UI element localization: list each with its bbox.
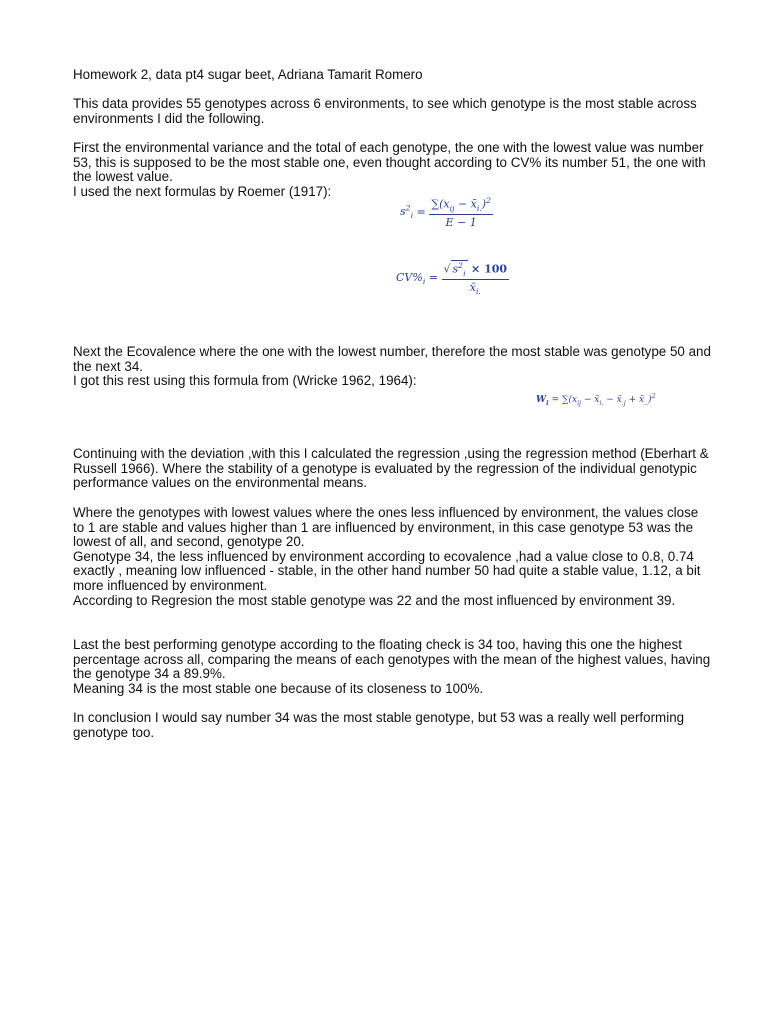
paragraph-floating-check: Last the best performing genotype according to the floating check is 34 too, having this one the highest percentage across all, comparing the means of each genotypes with the mean of the highest values, having the genotype 34 a 89.9%. Meaning 34 is the most stable one because of its closeness to 100%. — [73, 637, 711, 696]
cv-formula: $CV\%_i$ = $\frac{√ s^2_i \times 100}{x̄_{i.}}$ — [396, 261, 508, 297]
variance-lhs: $s^2_i$ — [400, 203, 414, 221]
paragraph-results: Where the genotypes with lowest values where the ones less influenced by environment, the values close to 1 are stable and values higher than 1 are influenced by environment, in this case genotype 53 was the lowest of all, and second, genotype 20. Genotype 34, the less influenced by environment according to ecovalence ,had a value close to 0.8, 0.74 exactly , meaning low influenced - stable, in the other hand number 50 had quite a stable value, 1.12, a bit more influenced by environment. According to Regresion the most stable genotype was 22 and the most influenced by environment 39. — [73, 505, 701, 608]
cv-denominator: $x̄_{i.}$ — [469, 280, 481, 297]
variance-denominator: E − 1 — [445, 215, 477, 229]
ecovalence-formula: $W_i = \sum(x_{ij}$ − $x̄_{i.}$ − $x̄_{.j}$ + $x̄_{..})^2$ — [536, 393, 656, 407]
cv-lhs: $CV\%_i$ — [396, 271, 426, 287]
paragraph-conclusion: In conclusion I would say number 34 was the most stable genotype, but 53 was a really well performing genotype too. — [73, 710, 685, 740]
paragraph-variance: First the environmental variance and the total of each genotype, the one with the lowest value was number 53, this is supposed to be the most stable one, even thought according to CV% its number 51, the one with the lowest value. I used the next formulas by Roemer (1917): — [73, 140, 706, 199]
variance-numerator: $\sum(x_{ij}$ − $x̄_{i.})^2$ — [431, 196, 491, 213]
paragraph-ecovalence: Next the Ecovalence where the one with the lowest number, therefore the most stable was genotype 50 and the next 34. I got this rest using this formula from (Wricke 1962, 1964): — [73, 344, 711, 389]
paragraph-regression: Continuing with the deviation ,with this I calculated the regression ,using the regression method (Eberhart & Russell 1966). Where the stability of a genotype is evaluated by the regression of the individual genotypic performance values on the environmental means. — [73, 446, 709, 491]
variance-formula: $s^2_i$ = $\frac{\sum(x_{ij} - x̄_{i.})^2}{E - 1}$ — [400, 196, 491, 229]
paragraph-intro: This data provides 55 genotypes across 6 environments, to see which genotype is the most stable across environments I did the following. — [73, 96, 697, 126]
cv-numerator: √ $s^2_i \times 100$ — [443, 261, 508, 278]
document-title: Homework 2, data pt4 sugar beet, Adriana Tamarit Romero — [73, 67, 423, 82]
